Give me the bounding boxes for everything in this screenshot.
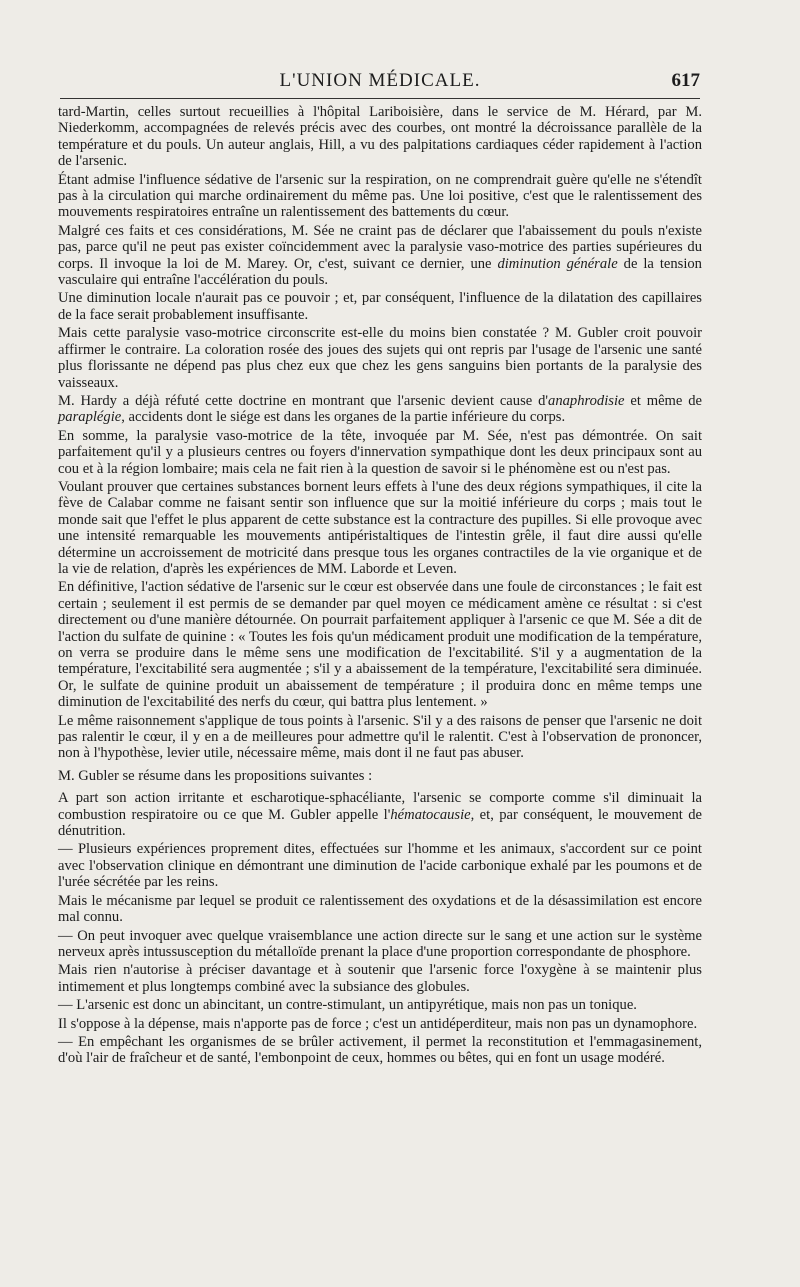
paragraph <box>58 479 702 577</box>
italic-text: anaphrodisie <box>548 392 625 409</box>
paragraph <box>58 579 702 710</box>
paragraph-text: Malgré ces faits et ces considérations, M. Sée ne craint pas de déclarer que l'abaissement du pouls n'existe pas, parce qu'il ne peut pas exister coïncidemment avec la paralysie vaso-motrice des parties supérieures du corps. Il invoque la loi de M. Marey. Or, c'est, suivant ce dernier, une <box>58 222 702 272</box>
paragraph <box>58 997 702 1013</box>
body-text <box>58 104 702 1069</box>
paragraph <box>58 893 702 926</box>
paragraph-text: — On peut invoquer avec quelque vraisemblance une action directe sur le sang et une action sur le système nerveux après intussusception du métalloïde prenant la place d'une proportion correspondante de phosphore. <box>58 927 702 960</box>
paragraph-text: M. Gubler se résume dans les propositions suivantes : <box>58 767 373 784</box>
paragraph-text: Voulant prouver que certaines substances bornent leurs effets à l'une des deux régions sympathiques, il cite la fève de Calabar comme ne faisant sentir son influence que sur la moitié inférieure du corps ; mais tout le monde sait que l'effet le plus apparent de cette substance est la contracture des pupilles. Si elle provoque avec une intensité remarquable les mouvements antipéristaltiques de l'intestin grêle, il faut dire aussi qu'elle détermine un accroissement de motricité dans presque tous les organes contractiles de la vie organique et de la vie de relation, d'après les expériences de MM. Laborde et Leven. <box>58 478 702 577</box>
page-header <box>60 66 700 96</box>
paragraph-text: tard-Martin, celles surtout recueillies à l'hôpital Lariboisière, dans le service de M. Hérard, par M. Niederkomm, accompagnées de relevés précis avec des courbes, ont montré la décroissance parallèle de la température et du pouls. Un auteur anglais, Hill, a vu des palpitations cardiaques céder rapidement à l'action de l'arsenic. <box>58 104 702 170</box>
paragraph-text: Mais cette paralysie vaso-motrice circonscrite est-elle du moins bien constatée ? M. Gubler croit pouvoir affirmer le contraire. La coloration rosée des joues des sujets qui ont repris par l'usage de l'arsenic une santé plus florissante ne dépend pas plus chez eux que chez les gens sanguins bien portants de la paralysie des vaisseaux. <box>58 325 702 391</box>
paragraph-text: Le même raisonnement s'applique de tous points à l'arsenic. S'il y a des raisons de penser que l'arsenic ne doit pas ralentir le cœur, il y en a de meilleures pour admettre qu'il le ralentit. C'est à l'observation de prononcer, non à l'hypothèse, levier utile, nécessaire même, mais dont il ne faut pas abuser. <box>58 712 702 762</box>
header-rule <box>60 98 700 99</box>
paragraph-text: M. Hardy a déjà réfuté cette doctrine en montrant que l'arsenic devient cause d' <box>58 392 549 409</box>
paragraph <box>58 928 702 961</box>
paragraph-text: — L'arsenic est donc un abincitant, un contre-stimulant, un antipyrétique, mais non pas un tonique. <box>58 997 637 1014</box>
paragraph-text: Il s'oppose à la dépense, mais n'apporte pas de force ; c'est un antidéperditeur, mais non pas un dynamophore. <box>58 1015 698 1032</box>
paragraph-text: , et, par conséquent, le mouvement de dénutrition. <box>58 806 703 840</box>
paragraph-text: Mais rien n'autorise à préciser davantage et à soutenir que l'arsenic force l'oxygène à se maintenir plus intimement et plus longtemps combiné avec la subsiance des globules. <box>58 962 702 995</box>
paragraph-text: Une diminution locale n'aurait pas ce pouvoir ; et, par conséquent, l'influence de la dilatation des capillaires de la face serait probablement insuffisante. <box>58 290 702 323</box>
running-title: L'UNION MÉDICALE. <box>279 70 481 91</box>
italic-text: paraplégie <box>58 409 122 426</box>
paragraph <box>58 104 702 170</box>
paragraph <box>58 1016 702 1032</box>
paragraph-text: — Plusieurs expériences proprement dites, effectuées sur l'homme et les animaux, s'accordent sur ce point avec l'observation clinique en démontrant une diminution de l'acide carbonique exhalé par les poumons et de l'urée sécrétée par les reins. <box>58 841 702 891</box>
paragraph-text: En définitive, l'action sédative de l'arsenic sur le cœur est observée dans une foule de circonstances ; le fait est certain ; seulement il est permis de se demander par quel moyen ce médicament amène ce résultat : si c'est directement ou d'une manière détournée. On pourrait parfaitement appliquer à l'arsenic ce que M. Sée a dit de l'action du sulfate de quinine : « Toutes les fois qu'un médicament produit une modification de la température, on verra se produire dans le même sens une modification de l'excitabilité. S'il y a augmentation de la température, l'excitabilité sera augmentée ; s'il y a abaissement de la température, l'excitabilité sera diminuée. Or, le sulfate de quinine produit un abaissement de température ; il produira donc en même temps une diminution de l'excitabilité des nerfs du cœur, qui battra plus lentement. » <box>58 579 702 711</box>
paragraph <box>58 790 702 839</box>
paragraph-text: — En empêchant les organismes de se brûler activement, il permet la reconstitution et l'emmagasinement, d'où l'air de fraîcheur et de santé, l'embonpoint de ceux, hommes ou bêtes, qui en font un usage modéré. <box>58 1033 702 1067</box>
paragraph <box>58 428 702 477</box>
paragraph <box>58 325 702 391</box>
paragraph <box>58 393 702 426</box>
paragraph <box>58 768 702 784</box>
paragraph-text: , accidents dont le siége est dans les organes de la partie inférieure du corps. <box>121 409 566 426</box>
italic-text: diminution générale <box>497 255 618 272</box>
paragraph <box>58 962 702 995</box>
paragraph <box>58 223 702 289</box>
paragraph <box>58 713 702 762</box>
italic-text: hématocausie <box>390 806 471 823</box>
paragraph <box>58 172 702 221</box>
paragraph <box>58 290 702 323</box>
paragraph-text: A part son action irritante et escharotique-sphacéliante, l'arsenic se comporte comme s'il diminuait la combustion respiratoire ou ce que M. Gubler appelle l' <box>58 790 702 823</box>
paragraph <box>58 841 702 890</box>
paragraph-text: Mais le mécanisme par lequel se produit ce ralentissement des oxydations et de la désassimilation est encore mal connu. <box>58 892 702 926</box>
paragraph-text: En somme, la paralysie vaso-motrice de la tête, invoquée par M. Sée, n'est pas démontrée. On sait parfaitement qu'il y a plusieurs centres ou foyers d'innervation sympathique dont les deux principaux sont au cou et à la région lombaire; mais cela ne fait rien à la question de savoir si le phénomène est ou n'est pas. <box>58 427 702 477</box>
paragraph <box>58 1034 702 1067</box>
page-number: 617 <box>671 70 700 91</box>
paragraph-text: et même de <box>624 392 702 409</box>
paragraph-text: Étant admise l'influence sédative de l'arsenic sur la respiration, on ne comprendrait guère qu'elle ne s'étendît pas à la circulation qui marche ordinairement du même pas. Une loi positive, c'est que le ralentissement des mouvements respiratoires entraîne un ralentissement des battements du cœur. <box>58 171 702 221</box>
paragraph-text: de la tension vasculaire qui entraîne l'accélération du pouls. <box>58 255 702 289</box>
